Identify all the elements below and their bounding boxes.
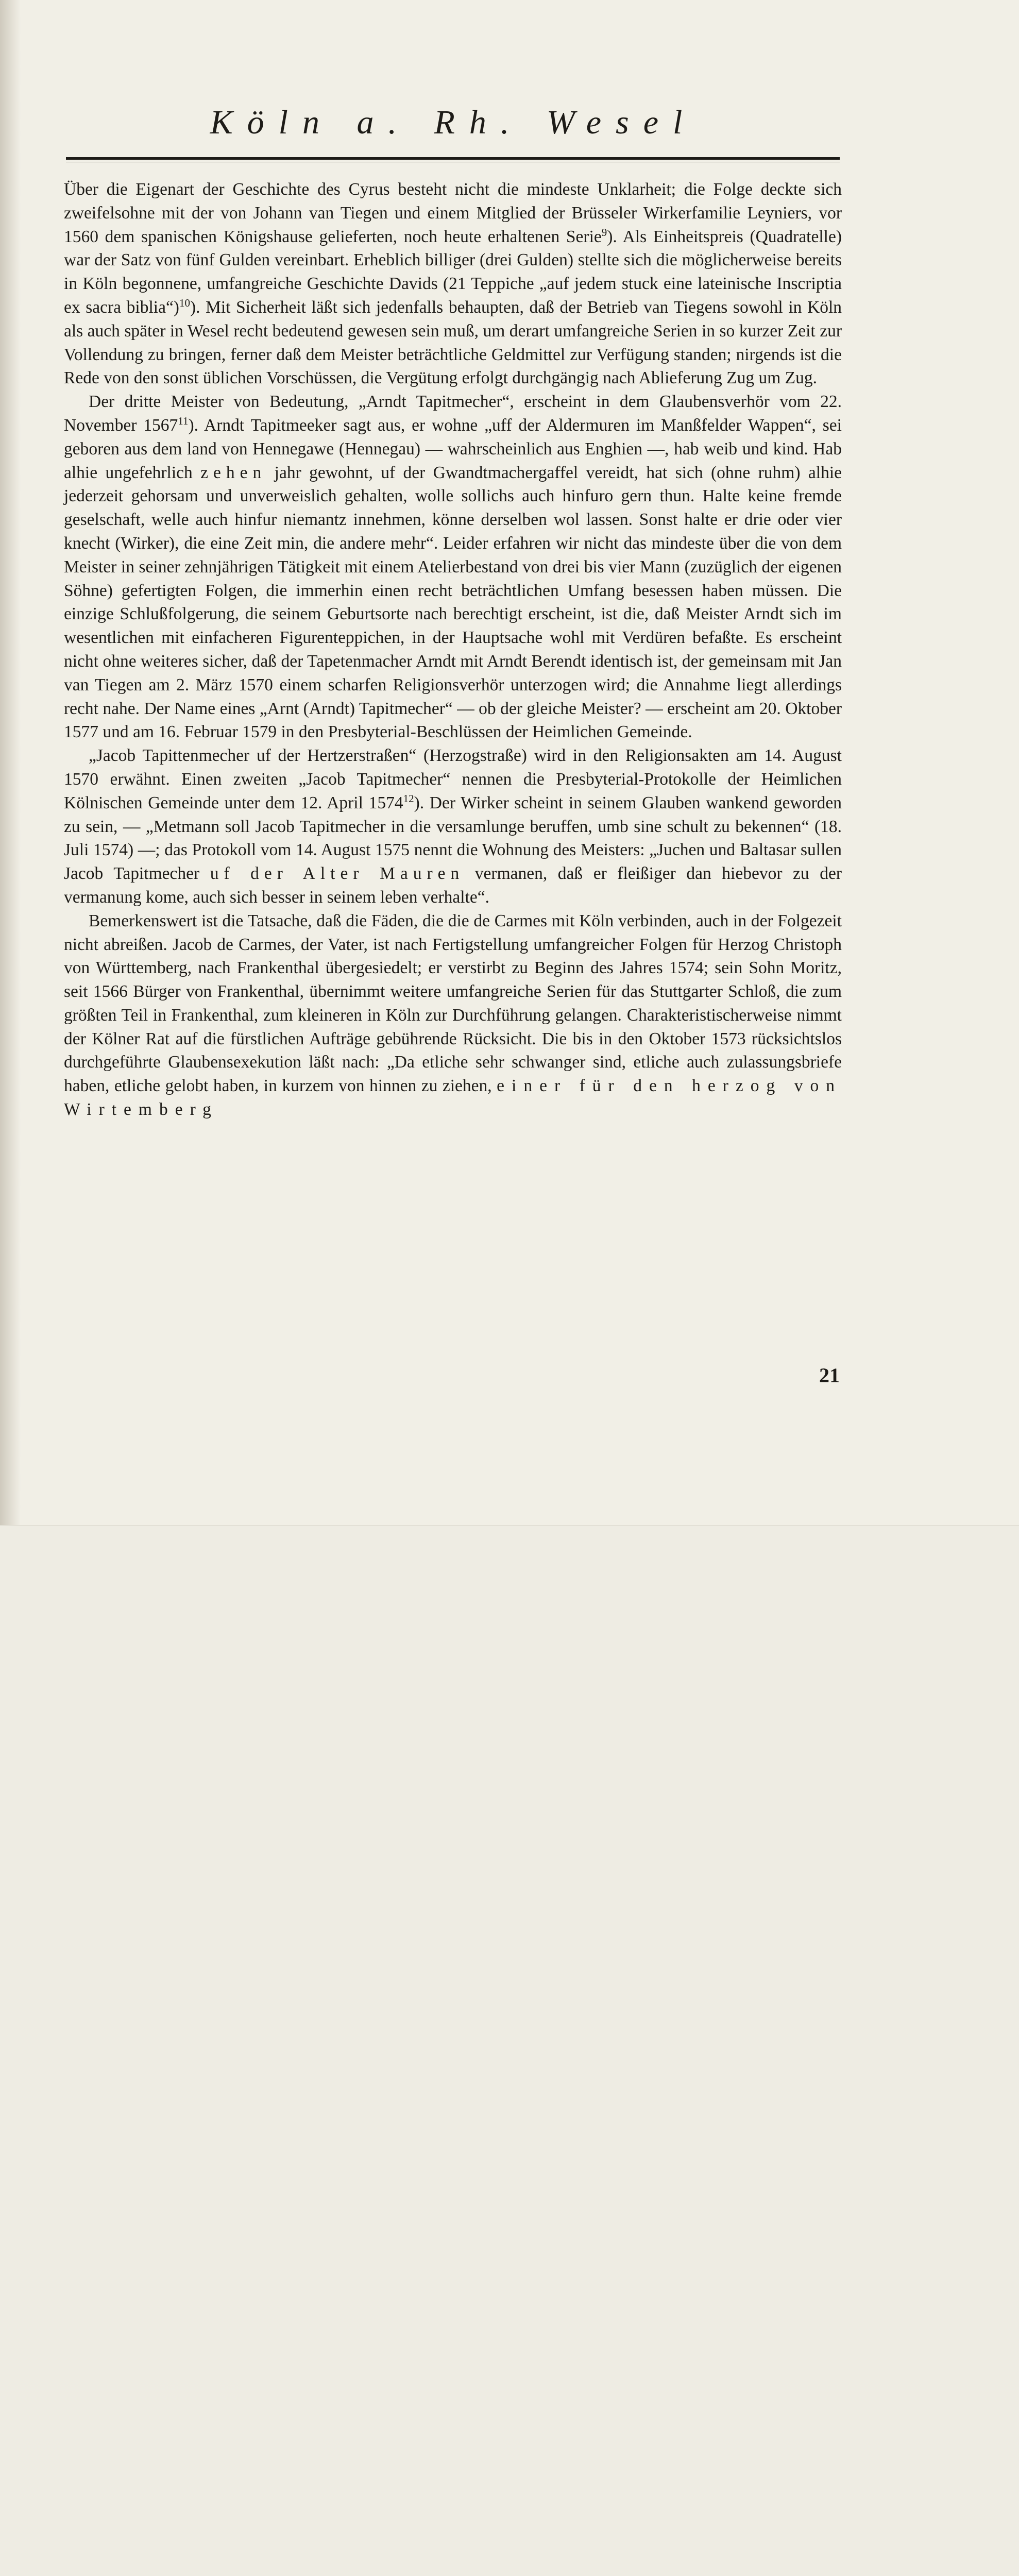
spaced-text: zehen bbox=[200, 463, 267, 482]
footnote-ref: 12 bbox=[403, 792, 414, 805]
text-run: ). Der Wirker scheint in seinem Glauben wankend geworden zu sein, — „Metmann soll Jacob Tapitmecher in die versamlunge beruffen, umb sine schult zu bekennen“ (18. Juli 1574) —; das Protokoll vom 14. August 1575 nennt die Wohnung des Meisters: „Juchen und Baltasar sullen Jacob Tapitmecher bbox=[64, 793, 842, 884]
text-run: vermanen, daß er fleißiger dan hiebevor zu der vermanung kome, auch sich besser in seinem leben verhalte“. bbox=[64, 864, 842, 907]
page-number: 21 bbox=[819, 1364, 840, 1387]
footnote-ref: 11 bbox=[178, 414, 189, 427]
text-run: „Jacob Tapittenmecher uf der Hertzerstraßen“ (Herzogstraße) wird in den Religionsakten am 14. August 1570 erwähnt. Einen zweiten „Jacob Tapitmecher“ nennen die Presbyterial-Protokolle der Heimlichen Kölnischen Gemeinde unter dem 12. April 1574 bbox=[64, 746, 842, 812]
text-run: ). Mit Sicherheit läßt sich jedenfalls behaupten, daß der Betrieb van Tiegens sowohl in Köln als auch später in Wesel recht bedeutend gewesen sein muß, um derart umfangreiche Serien in so kurzer Zeit zur Vollendung zu bringen, ferner daß dem Meister beträchtliche Geldmittel zur Verfügung standen; nirgends ist die Rede von den sonst üblichen Vorschüssen, die Vergütung erfolgt durchgängig nach Ablieferung Zug um Zug. bbox=[64, 297, 842, 388]
paragraph-3 bbox=[64, 744, 842, 909]
text-run: jahr gewohnt, uf der Gwandtmachergaffel vereidt, hat sich (ohne ruhm) alhie jederzeit gehorsam und unverweislich gehalten, wolle sollichs auch hinfuro gern thun. Halte keine fremde geselschaft, welle auch hinfur niemantz innehmen, könne derselben wol lassen. Sonst halte er drie oder vier knecht (Wirker), die eine Zeit min, die andere mehr“. Leider erfahren wir nicht das mindeste über die von dem Meister in seiner zehnjährigen Tätigkeit mit einem Atelierbestand von drei bis vier Mann (zuzüglich der eigenen Söhne) gefertigten Folgen, die immerhin einen recht beträchtlichen Umfang besessen haben müssen. Die einzige Schlußfolgerung, die seinem Geburtsorte nach berechtigt erscheint, ist die, daß Meister Arndt sich im wesentlichen mit einfacheren Figurenteppichen, in der Hauptsache wohl mit Verdüren befaßte. Es erscheint nicht ohne weiteres sicher, daß der Tapetenmacher Arndt mit Arndt Berendt identisch ist, der gemeinsam mit Jan van Tiegen am 2. März 1570 einem scharfen Religionsverhör unterzogen wird; die Annahme liegt allerdings recht nahe. Der Name eines „Arnt (Arndt) Tapitmecher“ — ob der gleiche Meister? — erscheint am 20. Oktober 1577 und am 16. Februar 1579 in den Presbyterial-Beschlüssen der Heimlichen Gemeinde. bbox=[64, 463, 842, 742]
text-run: Über die Eigenart der Geschichte des Cyrus besteht nicht die mindeste Unklarheit; die Folge deckte sich zweifelsohne mit der von Johann van Tiegen und einem Mitglied der Brüsseler Wirkerfamilie Leyniers, vor 1560 dem spanischen Königshause gelieferten, noch heute erhaltenen Serie bbox=[64, 180, 842, 246]
footnote-ref: 10 bbox=[179, 296, 190, 309]
viewer-footer bbox=[0, 1525, 1019, 1613]
text-run: ). Als Einheitspreis (Quadratelle) war der Satz von fünf Gulden vereinbart. Erheblich billiger (drei Gulden) stellte sich die möglicherweise bereits in Köln begonnene, umfangreiche Geschichte Davids (21 Teppiche „auf jedem stuck eine lateinische Inscriptia ex sacra biblia“) bbox=[64, 227, 842, 317]
text-run: ). Arndt Tapitmeeker sagt aus, er wohne „uff der Aldermuren im Manßfelder Wappen“, sei geboren aus dem land von Hennegawe (Hennegau) — wahrscheinlich aus Enghien —, hab weib und kind. Hab alhie ungefehrlich bbox=[64, 415, 842, 482]
paragraph-4 bbox=[64, 909, 842, 1122]
footnote-ref: 9 bbox=[601, 226, 607, 239]
paragraph-2 bbox=[64, 390, 842, 744]
paragraph-1 bbox=[64, 178, 842, 390]
spaced-text: uf der Alter Mauren bbox=[210, 864, 465, 884]
header-rule bbox=[66, 157, 840, 160]
text-run: Der dritte Meister von Bedeutung, „Arndt Tapitmecher“, erscheint in dem Glaubensverhör vom 22. November 1567 bbox=[64, 392, 842, 435]
text-run: Bemerkenswert ist die Tatsache, daß die Fäden, die die de Carmes mit Köln verbinden, auch in der Folgezeit nicht abreißen. Jacob de Carmes, der Vater, ist nach Fertigstellung umfangreicher Folgen für Herzog Christoph von Württemberg, nach Frankenthal übergesiedelt; er verstirbt zu Beginn des Jahres 1574; sein Sohn Moritz, seit 1566 Bürger von Frankenthal, übernimmt weitere umfangreiche Serien für das Stuttgarter Schloß, die zum größten Teil in Frankenthal, zum kleineren in Köln zur Durchführung gelangen. Charakteristischerweise nimmt der Kölner Rat auf die fürstlichen Aufträge gebührende Rücksicht. Die bis in den Oktober 1573 rücksichtslos durchgeführte Glaubensexekution läßt nach: „Da etliche sehr schwanger sind, etliche auch zulassungsbriefe haben, etliche gelobt haben, in kurzem von hinnen zu ziehen, bbox=[64, 911, 842, 1096]
spaced-text: einer für den herzog von Wirtemberg bbox=[64, 1076, 842, 1120]
body-text bbox=[64, 178, 842, 1122]
running-header: Köln a. Rh. Wesel bbox=[210, 104, 697, 141]
